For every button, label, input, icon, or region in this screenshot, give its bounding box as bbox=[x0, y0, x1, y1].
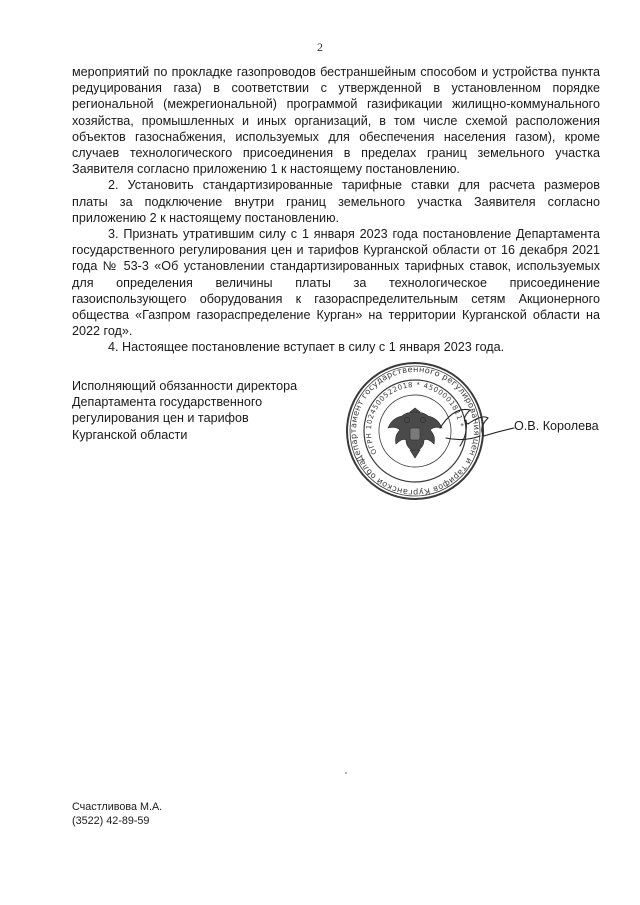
paragraph-item-4: 4. Настоящее постановление вступает в силу с 1 января 2023 года. bbox=[108, 340, 505, 355]
executor-phone: (3522) 42-89-59 bbox=[72, 814, 150, 827]
paragraph-item-3: 3. Признать утратившим силу с 1 января 2023 года постановление Департамента государственного регулирования цен и тарифов Курганской области от 16 декабря 2021 года № 53-3 «Об установлении стандартизированных тарифных ставок, используемых для определения величины платы за технологическое присоединение газоиспользующего оборудования к газораспределительным сетям Акционерного общества «Газпром газораспределение Курган» на территории Курганской области на 2022 год». bbox=[72, 227, 600, 339]
handwritten-signature bbox=[436, 400, 516, 470]
paragraph-continuation: мероприятий по прокладке газопроводов бестраншейным способом и устройства пункта редуцирования газа) в соответствии с утвержденной в установленном порядке региональной (межрегиональной) программой газификации жилищно-коммунального хозяйства, промышленных и иных организаций, в том числе схемой расположения объектов газоснабжения, используемых для обеспечения населения газом), кроме случаев технологического присоединения в пределах границ земельного участка Заявителя согласно приложению 1 к настоящему постановлению. bbox=[72, 65, 600, 177]
signer-name: О.В. Королева bbox=[514, 419, 599, 433]
page-number: 2 bbox=[317, 40, 323, 54]
executor-name: Счастливова М.А. bbox=[72, 801, 163, 813]
document-body bbox=[72, 64, 600, 356]
position-line: регулирования цен и тарифов bbox=[72, 411, 249, 426]
paragraph-item-2: 2. Установить стандартизированные тарифные ставки для расчета размеров платы за подключение внутри границ земельного участка Заявителя согласно приложению 2 к настоящему постановлению. bbox=[72, 178, 600, 225]
position-line: Исполняющий обязанности директора bbox=[72, 379, 298, 393]
signatory-position bbox=[72, 378, 332, 443]
executor-info bbox=[72, 801, 162, 828]
position-line: Курганской области bbox=[72, 427, 188, 442]
position-line: Департамента государственного bbox=[72, 395, 263, 410]
seal-outer-text: Департамент государственного регулирования цен и тарифов Курганской области bbox=[347, 363, 483, 499]
eagle-emblem-icon bbox=[388, 408, 442, 458]
scan-artifact-dot bbox=[345, 772, 347, 774]
seal-inner-text: ОГРН 1024500522018 * 4500001811 * bbox=[364, 380, 465, 456]
